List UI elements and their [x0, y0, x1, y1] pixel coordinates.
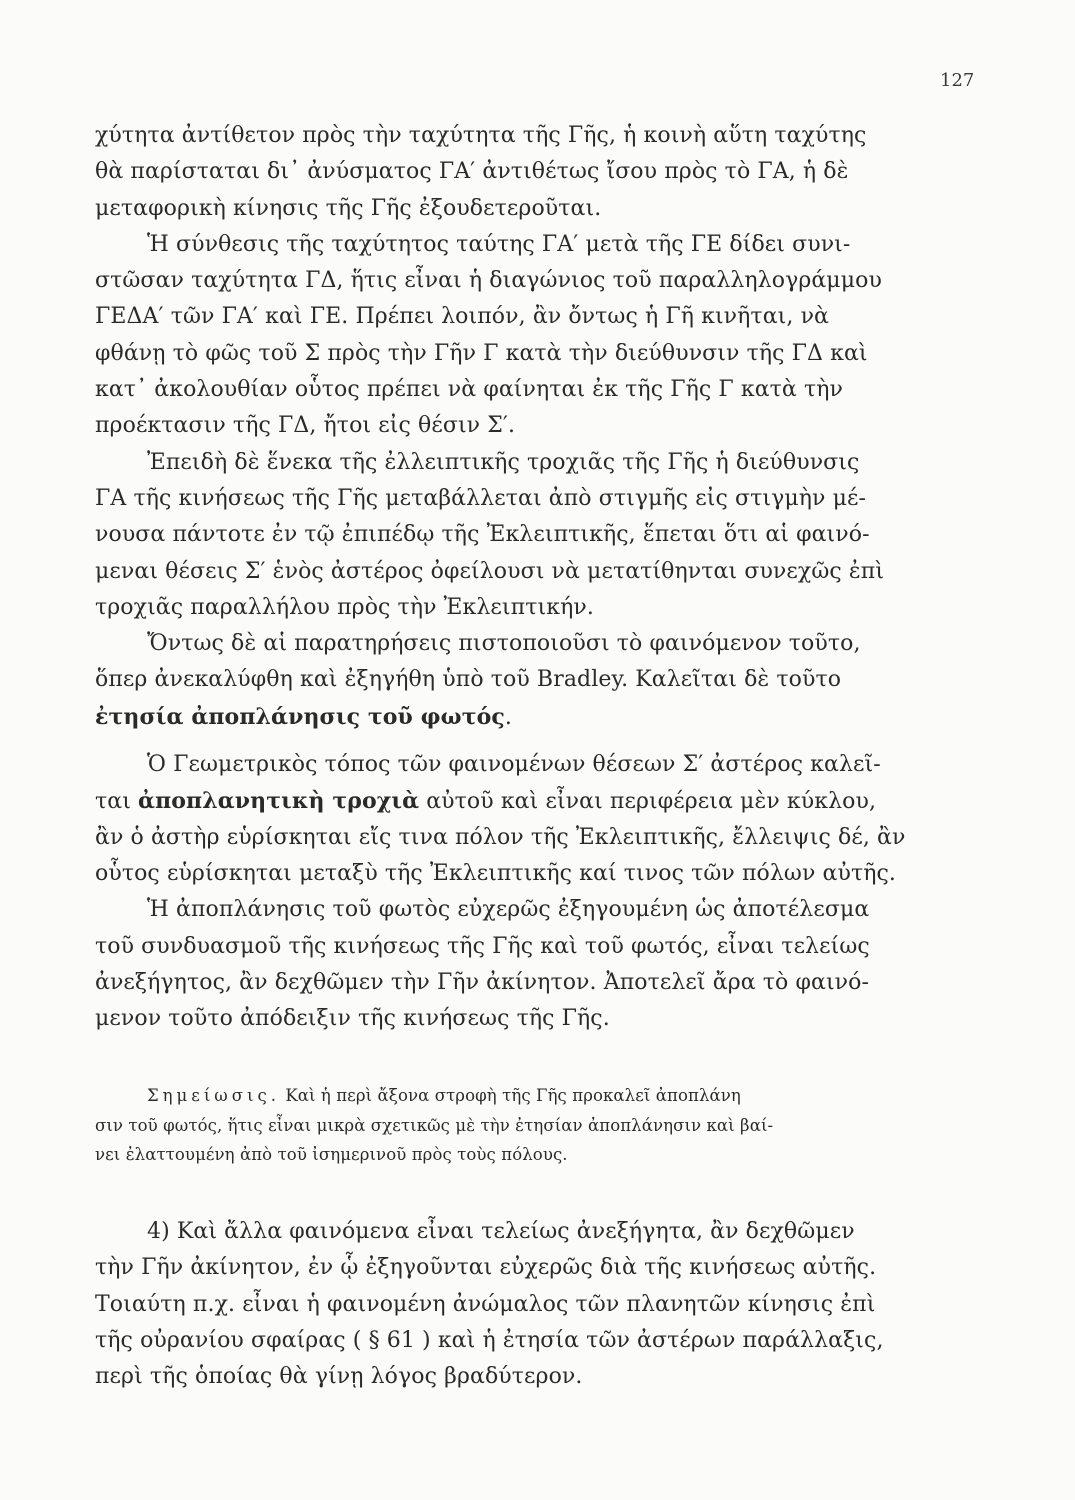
text-line: τοῦ συνδυασμοῦ τῆς κινήσεως τῆς Γῆς καὶ τοῦ φωτός, εἶναι τελείως: [95, 933, 870, 959]
text-line: ὅπερ ἀνεκαλύφθη καὶ ἐξηγήθη ὑπὸ τοῦ Bradley. Καλεῖται δὲ τοῦτο: [95, 667, 842, 693]
text-line: τροχιᾶς παραλλήλου πρὸς τὴν Ἐκλειπτικήν.: [95, 594, 594, 620]
text-line: κατ᾽ ἀκολουθίαν οὗτος πρέπει νὰ φαίνηται ἐκ τῆς Γῆς Γ κατὰ τὴν: [95, 377, 843, 403]
note-label: Σημείωσις.: [147, 1086, 280, 1106]
text-line: οὗτος εὑρίσκηται μεταξὺ τῆς Ἐκλειπτικῆς καί τινος τῶν πόλων αὐτῆς.: [95, 860, 897, 886]
text-line: χύτητα ἀντίθετον πρὸς τὴν ταχύτητα τῆς Γῆς, ἡ κοινὴ αὕτη ταχύτης: [95, 123, 867, 148]
text-line: μεναι θέσεις Σ′ ἑνὸς ἀστέρος ὀφείλουσι νὰ μετατίθηνται συνεχῶς ἐπὶ: [95, 558, 885, 584]
text-line: Ἡ ἀποπλάνησις τοῦ φωτὸς εὐχερῶς ἐξηγουμένη ὡς ἀποτέλεσμα: [147, 897, 870, 923]
text-line: νει ἐλαττουμένη ἀπὸ τοῦ ἰσημερινοῦ πρὸς τοὺς πόλους.: [95, 1145, 568, 1165]
spacer: [95, 735, 965, 747]
text-fragment: Καὶ ἡ περὶ ἄξονα στροφὴ τῆς Γῆς προκαλεῖ ἀποπλάνη: [279, 1086, 741, 1106]
text-line: Ἐπειδὴ δὲ ἕνεκα τῆς ἐλλειπτικῆς τροχιᾶς τῆς Γῆς ἡ διεύθυνσις: [147, 449, 860, 475]
text-line: στῶσαν ταχύτητα ΓΔ, ἥτις εἶναι ἡ διαγώνιος τοῦ παραλληλογράμμου: [95, 268, 882, 294]
text-line: προέκτασιν τῆς ΓΔ, ἤτοι εἰς θέσιν Σ′.: [95, 413, 516, 439]
paragraph-2: [95, 227, 965, 445]
text-line: μενον τοῦτο ἀπόδειξιν τῆς κινήσεως τῆς Γῆς.: [95, 1006, 610, 1032]
spacer: [95, 1037, 965, 1081]
text-line: [95, 1081, 965, 1111]
paragraph-1: [95, 118, 965, 227]
text-line: 4) Καὶ ἄλλα φαινόμενα εἶναι τελείως ἀνεξήγητα, ἂν δεχθῶμεν: [147, 1218, 855, 1244]
text-line: Ἡ σύνθεσις τῆς ταχύτητος ταύτης ΓΑ′ μετὰ τῆς ΓΕ δίδει συνι-: [147, 231, 851, 257]
text-line: τὴν Γῆν ἀκίνητον, ἐν ᾧ ἐξηγοῦνται εὐχερῶς διὰ τῆς κινήσεως αὐτῆς.: [95, 1255, 877, 1281]
paragraph-5: [95, 747, 965, 892]
bold-term-annual-aberration: ἐτησία ἀποπλάνησις τοῦ φωτός: [95, 703, 505, 730]
spacer: [95, 1170, 965, 1214]
bold-term-aberration-orbit: ἀποπλανητικὴ τροχιὰ: [138, 788, 420, 815]
text-line: Ὁ Γεωμετρικὸς τόπος τῶν φαινομένων θέσεων Σ′ ἀστέρος καλεῖ-: [147, 752, 881, 778]
text-fragment: αὐτοῦ καὶ εἶναι περιφέρεια μὲν κύκλου,: [419, 789, 877, 815]
text-line: [95, 699, 965, 735]
text-line: ἂν ὁ ἀστὴρ εὑρίσκηται εἴς τινα πόλον τῆς Ἐκλειπτικῆς, ἔλλειψις δέ, ἂν: [95, 824, 906, 850]
text-line: ΓΕΔΑ′ τῶν ΓΑ′ καὶ ΓΕ. Πρέπει λοιπόν, ἂν ὄντως ἡ Γῆ κινῆται, νὰ: [95, 304, 829, 330]
text-line: Τοιαύτη π.χ. εἶναι ἡ φαινομένη ἀνώμαλος τῶν πλανητῶν κίνησις ἐπὶ: [95, 1291, 876, 1317]
paragraph-4: [95, 626, 965, 735]
text-line: ἀνεξήγητος, ἂν δεχθῶμεν τὴν Γῆν ἀκίνητον. Ἀποτελεῖ ἄρα τὸ φαινό-: [95, 969, 870, 995]
text-line: Ὄντως δὲ αἱ παρατηρήσεις πιστοποιοῦσι τὸ φαινόμενον τοῦτο,: [147, 631, 861, 657]
paragraph-3: [95, 445, 965, 626]
paragraph-6: [95, 892, 965, 1037]
page-body: [95, 118, 965, 1395]
text-line: [95, 783, 965, 819]
footnote-remark: [95, 1081, 965, 1170]
paragraph-7: [95, 1214, 965, 1395]
text-line: νουσα πάντοτε ἐν τῷ ἐπιπέδῳ τῆς Ἐκλειπτικῆς, ἕπεται ὅτι αἱ φαινό-: [95, 522, 870, 548]
text-line: σιν τοῦ φωτός, ἥτις εἶναι μικρὰ σχετικῶς μὲ τὴν ἐτησίαν ἀποπλάνησιν καὶ βαί-: [95, 1115, 774, 1135]
text-line: θὰ παρίσταται δι᾽ ἀνύσματος ΓΑ′ ἀντιθέτως ἴσου πρὸς τὸ ΓΑ, ἡ δὲ: [95, 159, 849, 185]
text-line: ΓΑ τῆς κινήσεως τῆς Γῆς μεταβάλλεται ἀπὸ στιγμῆς εἰς στιγμὴν μέ-: [95, 485, 867, 511]
text-line: τῆς οὐρανίου σφαίρας ( § 61 ) καὶ ἡ ἐτησία τῶν ἀστέρων παράλλαξις,: [95, 1327, 884, 1353]
text-fragment: ται: [95, 789, 139, 815]
page-number: 127: [940, 70, 975, 91]
text-line: περὶ τῆς ὁποίας θὰ γίνῃ λόγος βραδύτερον.: [95, 1364, 583, 1390]
text-line: φθάνῃ τὸ φῶς τοῦ Σ πρὸς τὴν Γῆν Γ κατὰ τὴν διεύθυνσιν τῆς ΓΔ καὶ: [95, 340, 868, 366]
text-fragment: .: [504, 704, 512, 730]
text-line: μεταφορικὴ κίνησις τῆς Γῆς ἐξουδετεροῦται.: [95, 195, 602, 221]
